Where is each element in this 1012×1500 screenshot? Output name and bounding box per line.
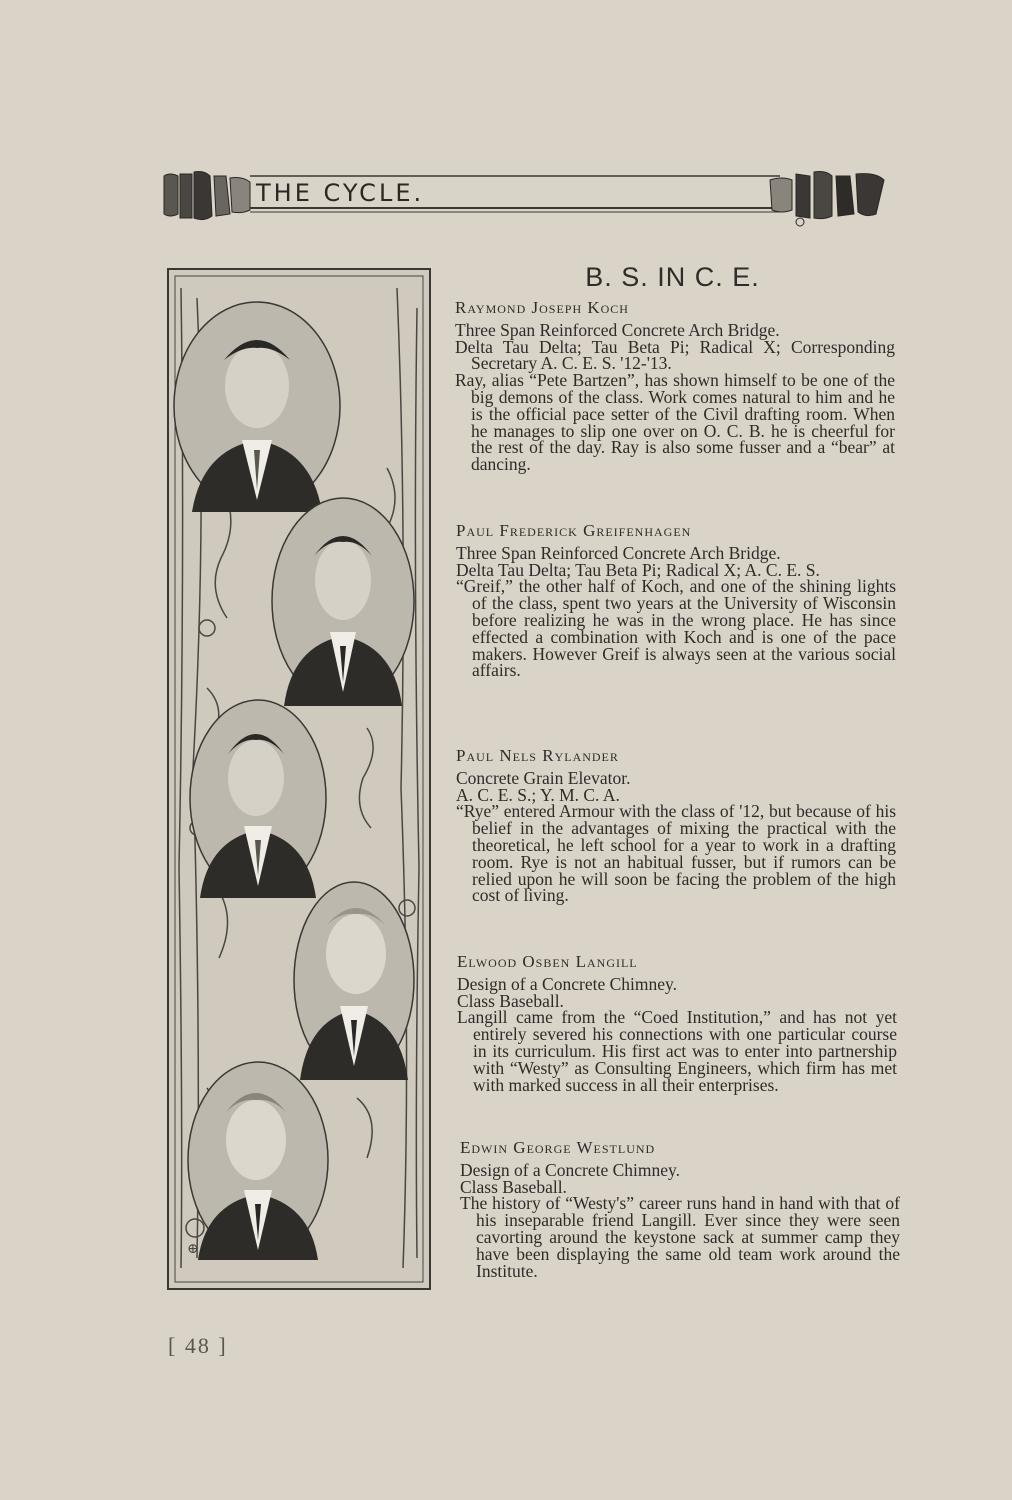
entry-name: Elwood Osben Langill	[457, 952, 638, 971]
entry-bio: “Greif,” the other half of Koch, and one of the shining lights of the class, spent two years at the University of Wisconsin before realizing he was in the wrong place. He has since effected a combination with Koch and is one of the pace makers. However Greif is always seen at the various social affairs.	[456, 576, 896, 681]
entry-thesis: Design of a Concrete Chimney.	[460, 1159, 680, 1180]
entry-name: Paul Nels Rylander	[456, 746, 619, 765]
section-heading: B. S. IN C. E.	[585, 262, 760, 292]
entry-langill	[457, 954, 897, 1093]
entry-thesis: Concrete Grain Elevator.	[456, 767, 631, 788]
portrait-koch	[172, 300, 342, 512]
entry-bio: Ray, alias “Pete Bartzen”, has shown himself to be one of the big demons of the class. Work comes natural to him and he is the official pace setter of the Civil drafting room. When he manages to slip one over on O. C. B. he is cheerful for the rest of the day. Ray is also some fusser and a “bear” at dancing.	[455, 370, 895, 475]
entry-thesis: Three Span Reinforced Concrete Arch Bridge.	[456, 542, 781, 563]
entry-bio: Langill came from the “Coed Institution,” and has not yet entirely severed his connections with one particular course in its curriculum. His first act was to enter into partnership with “Westy” as Consulting Engineers, which firm has met with marked success in all their enterprises.	[457, 1007, 897, 1095]
entry-westlund	[460, 1140, 900, 1279]
entry-bio: “Rye” entered Armour with the class of '12, but because of his belief in the advantages of mixing the practical with the theoretical, he left school for a year to work in a drafting room. Rye is not an habitual fusser, but if rumors can be relied upon he will soon be facing the problem of the high cost of living.	[456, 801, 896, 906]
entry-koch	[455, 300, 895, 473]
page-number: [ 48 ]	[168, 1333, 228, 1358]
portrait-rylander	[188, 698, 328, 898]
entry-name: Edwin George Westlund	[460, 1138, 656, 1157]
entry-societies: Delta Tau Delta; Tau Beta Pi; Radical X; A. C. E. S.	[456, 559, 820, 580]
entry-greifenhagen	[456, 523, 896, 679]
entry-societies: Class Baseball.	[460, 1176, 567, 1197]
entry-societies: Class Baseball.	[457, 990, 564, 1011]
entry-name: Paul Frederick Greifenhagen	[456, 521, 692, 540]
entry-name: Raymond Joseph Koch	[455, 298, 629, 317]
portrait-greifenhagen	[270, 496, 416, 706]
entry-bio: The history of “Westy's” career runs hand in hand with that of his inseparable friend Langill. Ever since they were seen cavorting around the keystone sack at summer camp they have been displaying the same old team work around the Institute.	[460, 1193, 900, 1281]
svg-text:⊕: ⊕	[187, 1242, 199, 1257]
entry-societies: Delta Tau Delta; Tau Beta Pi; Radical X; Corresponding Secretary A. C. E. S. '12-'13.	[455, 336, 895, 374]
left-scroll-ornament	[164, 172, 250, 220]
portrait-westlund	[186, 1060, 330, 1260]
right-scroll-ornament	[770, 172, 884, 227]
entry-thesis: Three Span Reinforced Concrete Arch Bridge.	[455, 319, 780, 340]
entry-rylander	[456, 748, 896, 904]
running-title: THE CYCLE.	[256, 179, 425, 207]
portrait-langill	[292, 880, 416, 1080]
entry-societies: A. C. E. S.; Y. M. C. A.	[456, 784, 620, 805]
entry-thesis: Design of a Concrete Chimney.	[457, 973, 677, 994]
